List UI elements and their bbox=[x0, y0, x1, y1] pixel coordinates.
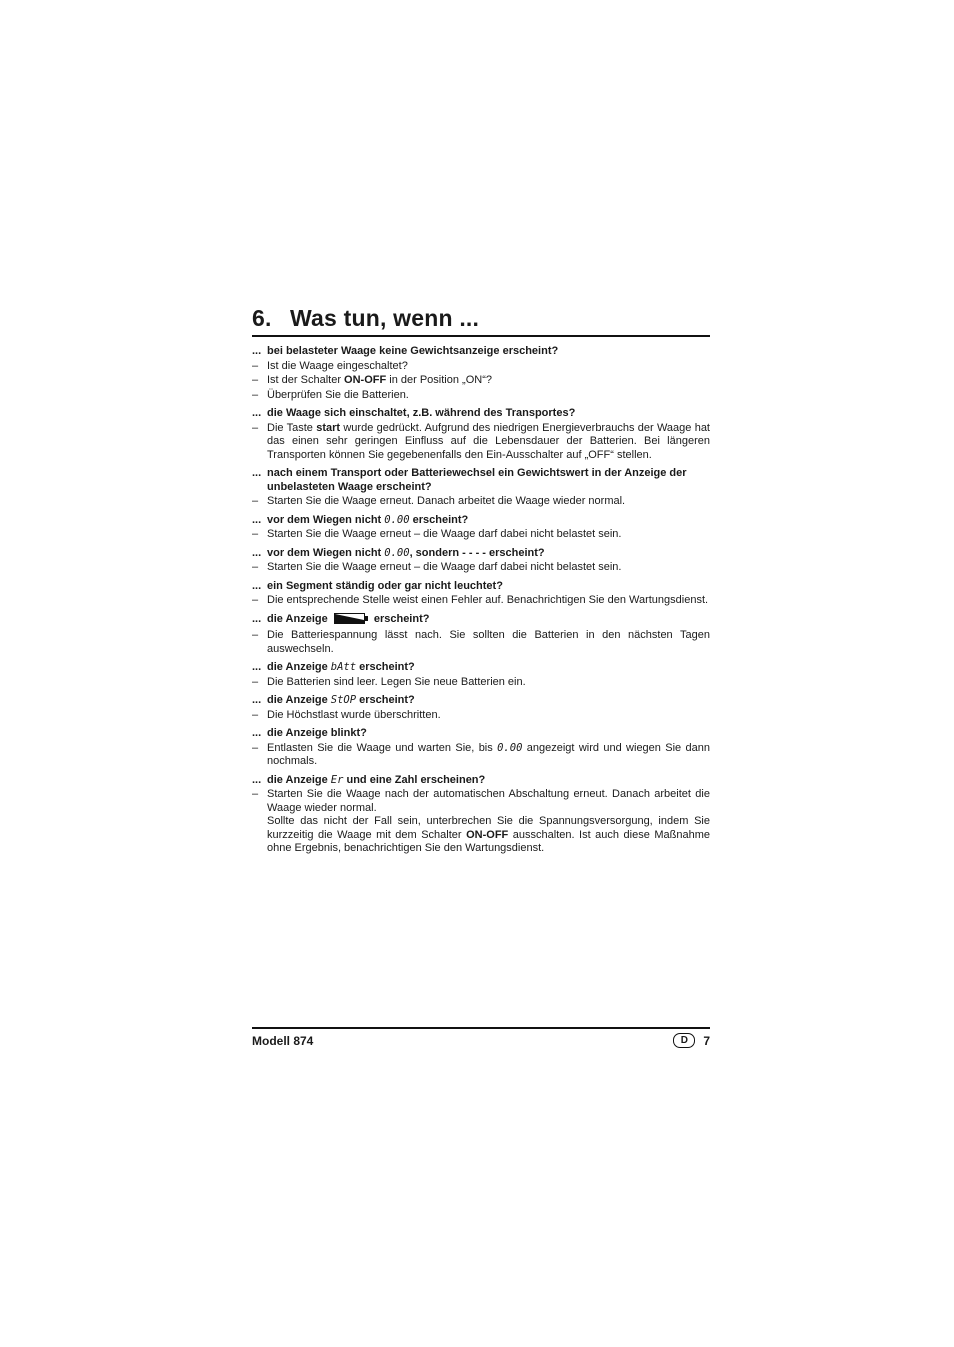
faq-answer bbox=[252, 528, 710, 542]
answer-dash: – bbox=[252, 594, 259, 606]
answer-text bbox=[267, 676, 710, 690]
display-code: StOP bbox=[330, 694, 357, 706]
faq-answer bbox=[252, 360, 710, 374]
text-run: die Anzeige bbox=[267, 612, 331, 625]
question-lead: ... bbox=[252, 661, 262, 673]
text-run: die Anzeige blinkt? bbox=[267, 727, 367, 739]
text-run: Die Höchstlast wurde überschritten. bbox=[267, 708, 441, 721]
text-run: und eine Zahl erscheinen? bbox=[343, 773, 486, 786]
answer-dash: – bbox=[252, 708, 259, 721]
answer-dash: – bbox=[252, 741, 259, 754]
text-run: ein Segment ständig oder gar nicht leuchtet? bbox=[267, 579, 503, 592]
faq-item bbox=[252, 727, 710, 769]
text-run: wurde gedrückt. Aufgrund des niedrigen Energieverbrauchs der Waage hat das einen sehr geringen Einfluss auf die Lebensdauer der Batterien. Bei längeren Transporten können Sie gegebenenfalls den Ein-Ausschalter auf „OFF“ stellen. bbox=[267, 421, 710, 461]
faq-question bbox=[252, 547, 710, 561]
answer-text bbox=[267, 495, 710, 509]
faq-item bbox=[252, 514, 710, 542]
faq-question bbox=[252, 345, 710, 359]
question-text bbox=[267, 514, 710, 528]
question-text bbox=[267, 694, 710, 708]
text-run: Die entsprechende Stelle weist einen Fehler auf. Benachrichtigen Sie den Wartungsdienst. bbox=[267, 594, 709, 606]
answer-text bbox=[267, 561, 710, 575]
faq-answer bbox=[252, 742, 710, 769]
bold-term: ON-OFF bbox=[466, 828, 509, 841]
answer-dash: – bbox=[252, 528, 259, 540]
text-run: vor dem Wiegen nicht bbox=[267, 513, 385, 526]
faq-question bbox=[252, 407, 710, 421]
text-run: Ist die Waage eingeschaltet? bbox=[267, 359, 408, 372]
question-lead: ... bbox=[252, 467, 262, 479]
text-run: , sondern - - - - erscheint? bbox=[409, 546, 545, 559]
answer-text bbox=[267, 360, 710, 374]
answer-dash: – bbox=[252, 421, 259, 434]
text-run: erscheint? bbox=[409, 513, 469, 526]
faq-item bbox=[252, 694, 710, 722]
text-run: vor dem Wiegen nicht bbox=[267, 546, 385, 559]
answer-text bbox=[267, 389, 710, 403]
bold-term: ON-OFF bbox=[344, 374, 387, 386]
text-run: Überprüfen Sie die Batterien. bbox=[267, 388, 409, 401]
answer-dash: – bbox=[252, 495, 259, 507]
faq-question bbox=[252, 694, 710, 708]
faq-question bbox=[252, 580, 710, 594]
faq-answer bbox=[252, 788, 710, 856]
faq-question bbox=[252, 514, 710, 528]
page-footer bbox=[252, 1027, 710, 1048]
text-run: die Anzeige bbox=[267, 694, 331, 706]
faq-answer bbox=[252, 594, 710, 608]
text-run: Entlasten Sie die Waage und warten Sie, bis bbox=[267, 741, 498, 754]
faq-answer bbox=[252, 709, 710, 723]
question-lead: ... bbox=[252, 513, 262, 526]
text-run: die Waage sich einschaltet, z.B. während des Transportes? bbox=[267, 407, 576, 419]
text-run: Starten Sie die Waage nach der automatischen Abschaltung erneut. Danach arbeitet die Waage wieder normal. bbox=[267, 788, 710, 814]
faq-item bbox=[252, 774, 710, 856]
question-text bbox=[267, 613, 710, 629]
text-run: Starten Sie die Waage erneut – die Waage darf dabei nicht belastet sein. bbox=[267, 528, 622, 540]
faq-item bbox=[252, 613, 710, 657]
text-run: nach einem Transport oder Batteriewechsel ein Gewichtswert in der Anzeige der unbelasteten Waage erscheint? bbox=[267, 467, 687, 493]
display-code: 0.00 bbox=[497, 741, 523, 754]
answer-dash: – bbox=[252, 374, 259, 386]
question-text bbox=[267, 580, 710, 594]
section-number: 6. bbox=[252, 305, 272, 331]
answer-dash: – bbox=[252, 788, 259, 800]
language-badge: D bbox=[673, 1033, 695, 1048]
question-lead: ... bbox=[252, 773, 262, 786]
faq-question bbox=[252, 613, 710, 629]
faq-item bbox=[252, 467, 710, 509]
faq-question bbox=[252, 661, 710, 675]
answer-text bbox=[267, 629, 710, 656]
text-run: erscheint? bbox=[370, 612, 430, 625]
display-code: 0.00 bbox=[384, 513, 410, 526]
answer-dash: – bbox=[252, 359, 259, 372]
troubleshooting-list bbox=[252, 345, 710, 856]
answer-dash: – bbox=[252, 388, 259, 401]
text-run: Die Taste bbox=[267, 421, 317, 434]
faq-item bbox=[252, 661, 710, 689]
answer-text bbox=[267, 422, 710, 463]
text-run: die Anzeige bbox=[267, 661, 331, 673]
model-label: Modell 874 bbox=[252, 1033, 314, 1048]
question-lead: ... bbox=[252, 407, 262, 419]
question-text bbox=[267, 467, 710, 494]
question-lead: ... bbox=[252, 546, 262, 559]
answer-text bbox=[267, 788, 710, 856]
answer-text bbox=[267, 374, 710, 388]
faq-item bbox=[252, 547, 710, 575]
faq-answer bbox=[252, 422, 710, 463]
text-run: Ist der Schalter bbox=[267, 374, 345, 386]
display-code: Er bbox=[330, 773, 344, 786]
faq-item bbox=[252, 345, 710, 402]
faq-question bbox=[252, 774, 710, 788]
question-text bbox=[267, 407, 710, 421]
faq-answer bbox=[252, 676, 710, 690]
question-text bbox=[267, 661, 710, 675]
question-lead: ... bbox=[252, 579, 262, 592]
section-title: Was tun, wenn ... bbox=[290, 305, 480, 331]
question-text bbox=[267, 345, 710, 359]
question-text bbox=[267, 774, 710, 788]
question-lead: ... bbox=[252, 345, 262, 357]
text-run: Starten Sie die Waage erneut. Danach arbeitet die Waage wieder normal. bbox=[267, 495, 626, 507]
question-text bbox=[267, 727, 710, 741]
answer-text bbox=[267, 594, 710, 608]
text-run: Die Batteriespannung lässt nach. Sie sollten die Batterien in den nächsten Tagen auswechseln. bbox=[267, 629, 710, 655]
answer-dash: – bbox=[252, 629, 259, 641]
question-lead: ... bbox=[252, 694, 262, 706]
page-title bbox=[252, 304, 710, 337]
page-content bbox=[252, 304, 710, 861]
faq-item bbox=[252, 580, 710, 608]
faq-answer bbox=[252, 374, 710, 388]
faq-question bbox=[252, 727, 710, 741]
faq-answer bbox=[252, 561, 710, 575]
answer-text bbox=[267, 528, 710, 542]
faq-answer bbox=[252, 389, 710, 403]
question-text bbox=[267, 547, 710, 561]
text-run: ausschalten. Ist auch diese Maßnahme ohne Ergebnis, benachrichtigen Sie den Wartungsdienst. bbox=[267, 828, 710, 854]
answer-dash: – bbox=[252, 675, 259, 688]
display-code: bAtt bbox=[330, 661, 357, 673]
text-run: bei belasteter Waage keine Gewichtsanzeige erscheint? bbox=[267, 345, 559, 357]
bold-term: start bbox=[316, 421, 341, 434]
text-run: angezeigt wird und wiegen Sie dann nochmals. bbox=[267, 741, 710, 767]
faq-item bbox=[252, 407, 710, 462]
answer-dash: – bbox=[252, 561, 259, 573]
text-run: Die Batterien sind leer. Legen Sie neue Batterien ein. bbox=[267, 675, 526, 688]
text-run: in der Position „ON“? bbox=[386, 374, 492, 386]
text-run: die Anzeige bbox=[267, 773, 331, 786]
faq-answer bbox=[252, 495, 710, 509]
text-run: erscheint? bbox=[356, 694, 415, 706]
text-run: Starten Sie die Waage erneut – die Waage darf dabei nicht belastet sein. bbox=[267, 561, 622, 573]
question-lead: ... bbox=[252, 727, 262, 739]
faq-question bbox=[252, 467, 710, 494]
footer-right bbox=[673, 1033, 710, 1048]
page-number: 7 bbox=[703, 1033, 710, 1048]
text-run: erscheint? bbox=[356, 661, 415, 673]
faq-answer bbox=[252, 629, 710, 656]
answer-text bbox=[267, 742, 710, 769]
answer-text bbox=[267, 709, 710, 723]
display-code: 0.00 bbox=[384, 546, 410, 559]
text-run: Sollte das nicht der Fall sein, unterbrechen Sie die Spannungsversorgung, indem Sie kurzzeitig die Waage mit dem Schalter bbox=[267, 815, 710, 841]
question-lead: ... bbox=[252, 612, 262, 625]
battery-low-icon bbox=[334, 613, 368, 629]
